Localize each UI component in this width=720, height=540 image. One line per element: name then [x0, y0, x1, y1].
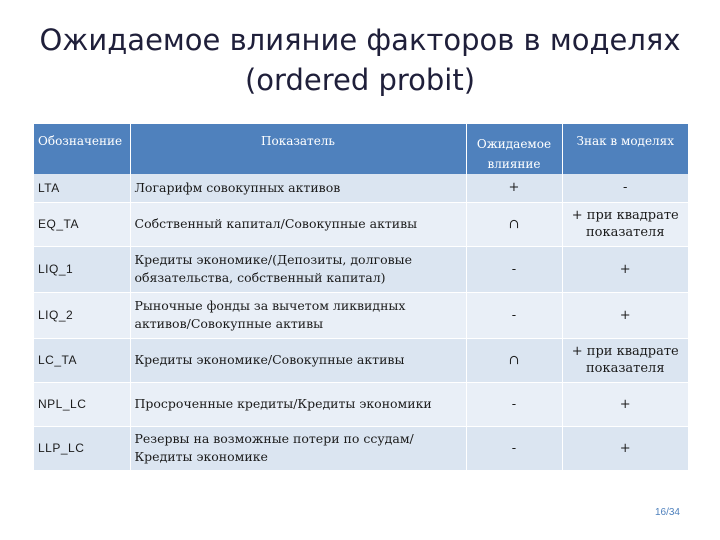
table-row [34, 246, 688, 292]
row-model-sign: + при квадрате показателя [562, 338, 688, 382]
row-indicator: Кредиты экономике/Совокупные активы [130, 338, 466, 382]
row-indicator: Рыночные фонды за вычетом ликвидных активов/Совокупные активы [130, 292, 466, 338]
row-expected-effect: - [466, 426, 562, 470]
row-expected-effect: + [466, 174, 562, 202]
row-expected-effect: ∩ [466, 338, 562, 382]
table-row [34, 202, 688, 246]
row-code: LLP_LC [34, 426, 130, 470]
header-indicator: Показатель [130, 124, 466, 174]
row-model-sign: - [562, 174, 688, 202]
row-expected-effect: - [466, 382, 562, 426]
row-expected-effect: - [466, 246, 562, 292]
header-model-sign: Знак в моделях [562, 124, 688, 174]
header-code: Обозначение [34, 124, 130, 174]
page-number: 16/34 [654, 507, 680, 518]
row-model-sign: + [562, 246, 688, 292]
row-code: LIQ_1 [34, 246, 130, 292]
row-code: EQ_TA [34, 202, 130, 246]
table-row [34, 382, 688, 426]
table-header-row [34, 124, 688, 174]
row-expected-effect: - [466, 292, 562, 338]
row-model-sign: + [562, 426, 688, 470]
row-model-sign: + [562, 292, 688, 338]
row-model-sign: + при квадрате показателя [562, 202, 688, 246]
row-indicator: Резервы на возможные потери по ссудам/Кредиты экономике [130, 426, 466, 470]
row-model-sign: + [562, 382, 688, 426]
table-row [34, 426, 688, 470]
table-row [34, 174, 688, 202]
row-expected-effect: ∩ [466, 202, 562, 246]
row-indicator: Собственный капитал/Совокупные активы [130, 202, 466, 246]
factors-table [34, 124, 688, 471]
row-code: NPL_LC [34, 382, 130, 426]
table-row [34, 292, 688, 338]
header-expected-effect: Ожидаемое влияние [466, 124, 562, 174]
table-row [34, 338, 688, 382]
row-code: LIQ_2 [34, 292, 130, 338]
title-line-1: Ожидаемое влияние факторов в моделях [39, 23, 681, 57]
row-code: LC_TA [34, 338, 130, 382]
row-indicator: Просроченные кредиты/Кредиты экономики [130, 382, 466, 426]
slide-title [0, 20, 720, 100]
row-indicator: Логарифм совокупных активов [130, 174, 466, 202]
row-code: LTA [34, 174, 130, 202]
title-line-2: (ordered probit) [244, 63, 476, 97]
row-indicator: Кредиты экономике/(Депозиты, долговые обязательства, собственный капитал) [130, 246, 466, 292]
